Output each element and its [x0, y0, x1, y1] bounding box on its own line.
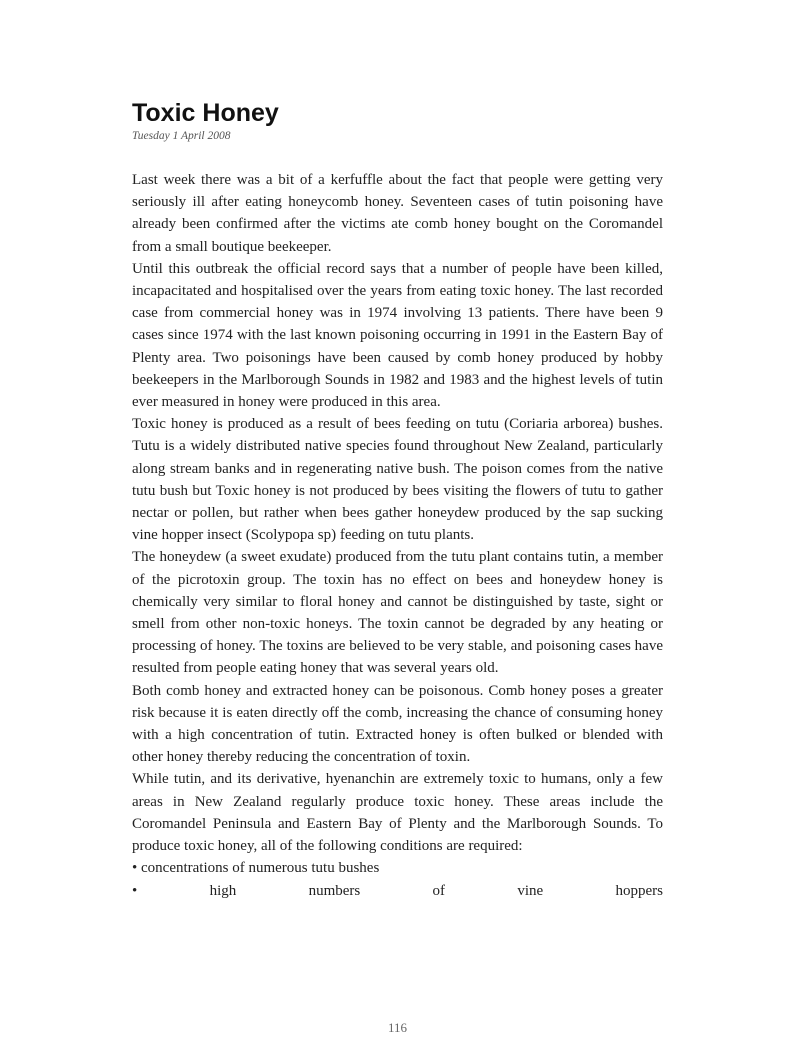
- paragraph: Last week there was a bit of a kerfuffle about the fact that people were getting very seriously ill after eating honeycomb honey. Seventeen cases of tutin poisoning have already been confirmed after the victims ate comb honey bought on the Coromandel from a small boutique beekeeper.: [132, 172, 663, 255]
- article-body: [132, 169, 663, 902]
- paragraph: While tutin, and its derivative, hyenanchin are extremely toxic to humans, only a few areas in New Zealand regularly produce toxic honey. These areas include the Coromandel Peninsula and Eastern Bay of Plenty and the Marlborough Sounds. To produce toxic honey, all of the following conditions are required:: [132, 771, 663, 855]
- article-title: Toxic Honey: [132, 99, 279, 127]
- article: [132, 98, 663, 902]
- paragraph: The honeydew (a sweet exudate) produced from the tutu plant contains tutin, a member of the picrotoxin group. The toxin has no effect on bees and honeydew honey is chemically very similar to floral honey and cannot be distinguished by taste, sight or smell from other non-toxic honeys. The toxin cannot be degraded by any heating or processing of honey. The toxins are believed to be very stable, and poisoning cases have resulted from people eating honey that was several years old.: [132, 549, 663, 677]
- article-date: Tuesday 1 April 2008: [132, 130, 231, 142]
- paragraph: Toxic honey is produced as a result of bees feeding on tutu (Coriaria arborea) bushes. Tutu is a widely distributed native species found throughout New Zealand, particularly along stream banks and in regenerating native bush. The poison comes from the native tutu bush but Toxic honey is not produced by bees visiting the flowers of tutu to gather nectar or pollen, but rather when bees gather honeydew produced by the sap sucking vine hopper insect (Scolypopa sp) feeding on tutu plants.: [132, 416, 663, 544]
- paragraph: Both comb honey and extracted honey can be poisonous. Comb honey poses a greater risk because it is eaten directly off the comb, increasing the chance of consuming honey with a high concentration of tutin. Extracted honey is often bulked or blended with other honey thereby reducing the concentration of toxin.: [132, 682, 663, 766]
- page-number: 116: [387, 1020, 408, 1035]
- bullet-item: • concentrations of numerous tutu bushes: [132, 860, 380, 877]
- paragraph: Until this outbreak the official record says that a number of people have been killed, incapacitated and hospitalised over the years from eating toxic honey. The last recorded case from commercial honey was in 1974 involving 13 patients. There have been 9 cases since 1974 with the last known poisoning occurring in 1991 in the Eastern Bay of Plenty area. Two poisonings have been caused by comb honey produced by hobby beekeepers in the Marlborough Sounds in 1982 and 1983 and the highest levels of tutin ever measured in honey were produced in this area.: [132, 260, 663, 411]
- bullet-item: • high numbers of vine hoppers: [132, 882, 663, 899]
